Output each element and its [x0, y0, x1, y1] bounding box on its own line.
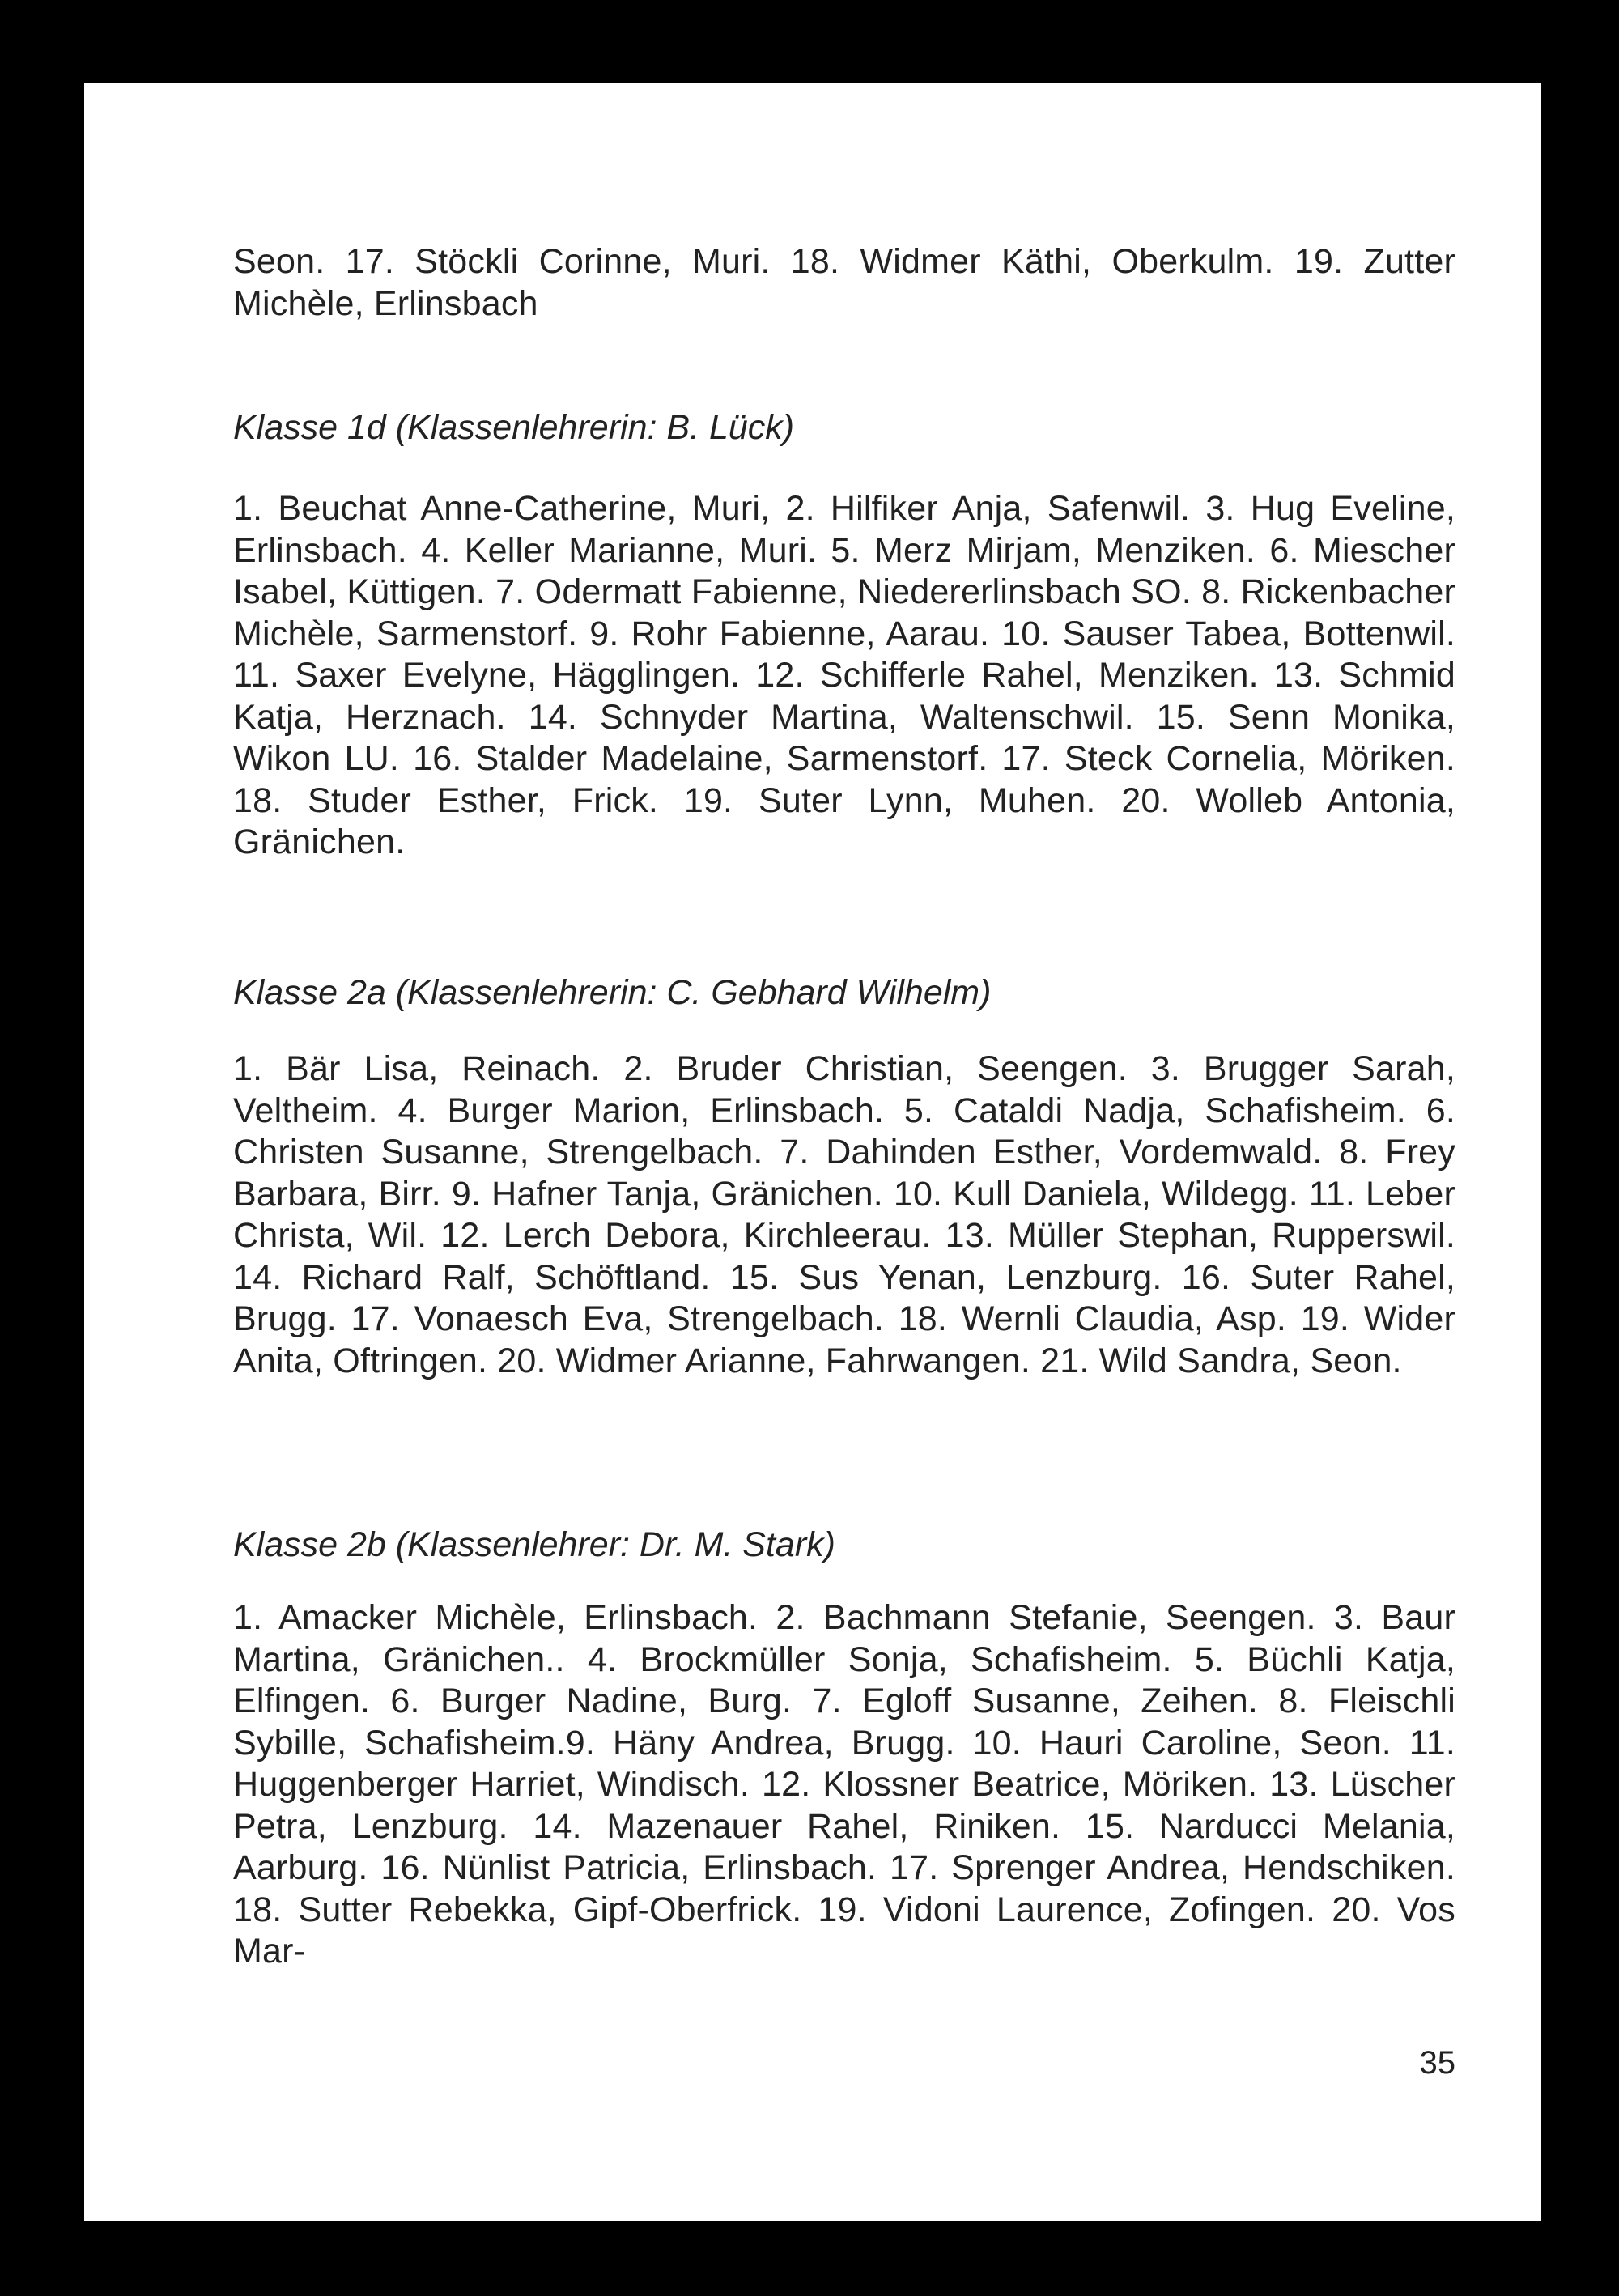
intro-paragraph: Seon. 17. Stöckli Corinne, Muri. 18. Widmer Käthi, Oberkulm. 19. Zutter Michèle, Erlinsbach	[233, 242, 1455, 323]
section-heading-klasse-2a: Klasse 2a (Klassenlehrerin: C. Gebhard Wilhelm)	[233, 973, 992, 1012]
section-body-klasse-2b: 1. Amacker Michèle, Erlinsbach. 2. Bachmann Stefanie, Seengen. 3. Baur Martina, Gränichen.. 4. Brockmüller Sonja, Schafisheim. 5. Büchli Katja, Elfingen. 6. Burger Nadine, Burg. 7. Egloff Susanne, Zeihen. 8. Fleischli Sybille, Schafisheim.9. Häny Andrea, Brugg. 10. Hauri Caroline, Seon. 11. Huggenberger Harriet, Windisch. 12. Klossner Beatrice, Möriken. 13. Lüscher Petra, Lenzburg. 14. Mazenauer Rahel, Riniken. 15. Narducci Melania, Aarburg. 16. Nünlist Patricia, Erlinsbach. 17. Sprenger Andrea, Hendschiken. 18. Sutter Rebekka, Gipf-Oberfrick. 19. Vidoni Laurence, Zofingen. 20. Vos Mar-	[233, 1598, 1455, 1971]
section-heading-klasse-2b: Klasse 2b (Klassenlehrer: Dr. M. Stark)	[233, 1525, 835, 1564]
section-body-klasse-2a: 1. Bär Lisa, Reinach. 2. Bruder Christian, Seengen. 3. Brugger Sarah, Veltheim. 4. Burger Marion, Erlinsbach. 5. Cataldi Nadja, Schafisheim. 6. Christen Susanne, Strengelbach. 7. Dahinden Esther, Vordemwald. 8. Frey Barbara, Birr. 9. Hafner Tanja, Gränichen. 10. Kull Daniela, Wildegg. 11. Leber Christa, Wil. 12. Lerch Debora, Kirchleerau. 13. Müller Stephan, Rupperswil. 14. Richard Ralf, Schöftland. 15. Sus Yenan, Lenzburg. 16. Suter Rahel, Brugg. 17. Vonaesch Eva, Strengelbach. 18. Wernli Claudia, Asp. 19. Wider Anita, Oftringen. 20. Widmer Arianne, Fahrwangen. 21. Wild Sandra, Seon.	[233, 1049, 1455, 1380]
section-heading-klasse-1d: Klasse 1d (Klassenlehrerin: B. Lück)	[233, 408, 795, 447]
page-number: 35	[1419, 2045, 1455, 2081]
document-page	[84, 83, 1541, 2221]
section-body-klasse-1d: 1. Beuchat Anne-Catherine, Muri, 2. Hilfiker Anja, Safenwil. 3. Hug Eveline, Erlinsbach. 4. Keller Marianne, Muri. 5. Merz Mirjam, Menziken. 6. Miescher Isabel, Küttigen. 7. Odermatt Fabienne, Niedererlinsbach SO. 8. Rickenbacher Michèle, Sarmenstorf. 9. Rohr Fabienne, Aarau. 10. Sauser Tabea, Bottenwil. 11. Saxer Evelyne, Hägglingen. 12. Schifferle Rahel, Menziken. 13. Schmid Katja, Herznach. 14. Schnyder Martina, Waltenschwil. 15. Senn Monika, Wikon LU. 16. Stalder Madelaine, Sarmenstorf. 17. Steck Cornelia, Möriken. 18. Studer Esther, Frick. 19. Suter Lynn, Muhen. 20. Wolleb Antonia, Gränichen.	[233, 489, 1455, 861]
